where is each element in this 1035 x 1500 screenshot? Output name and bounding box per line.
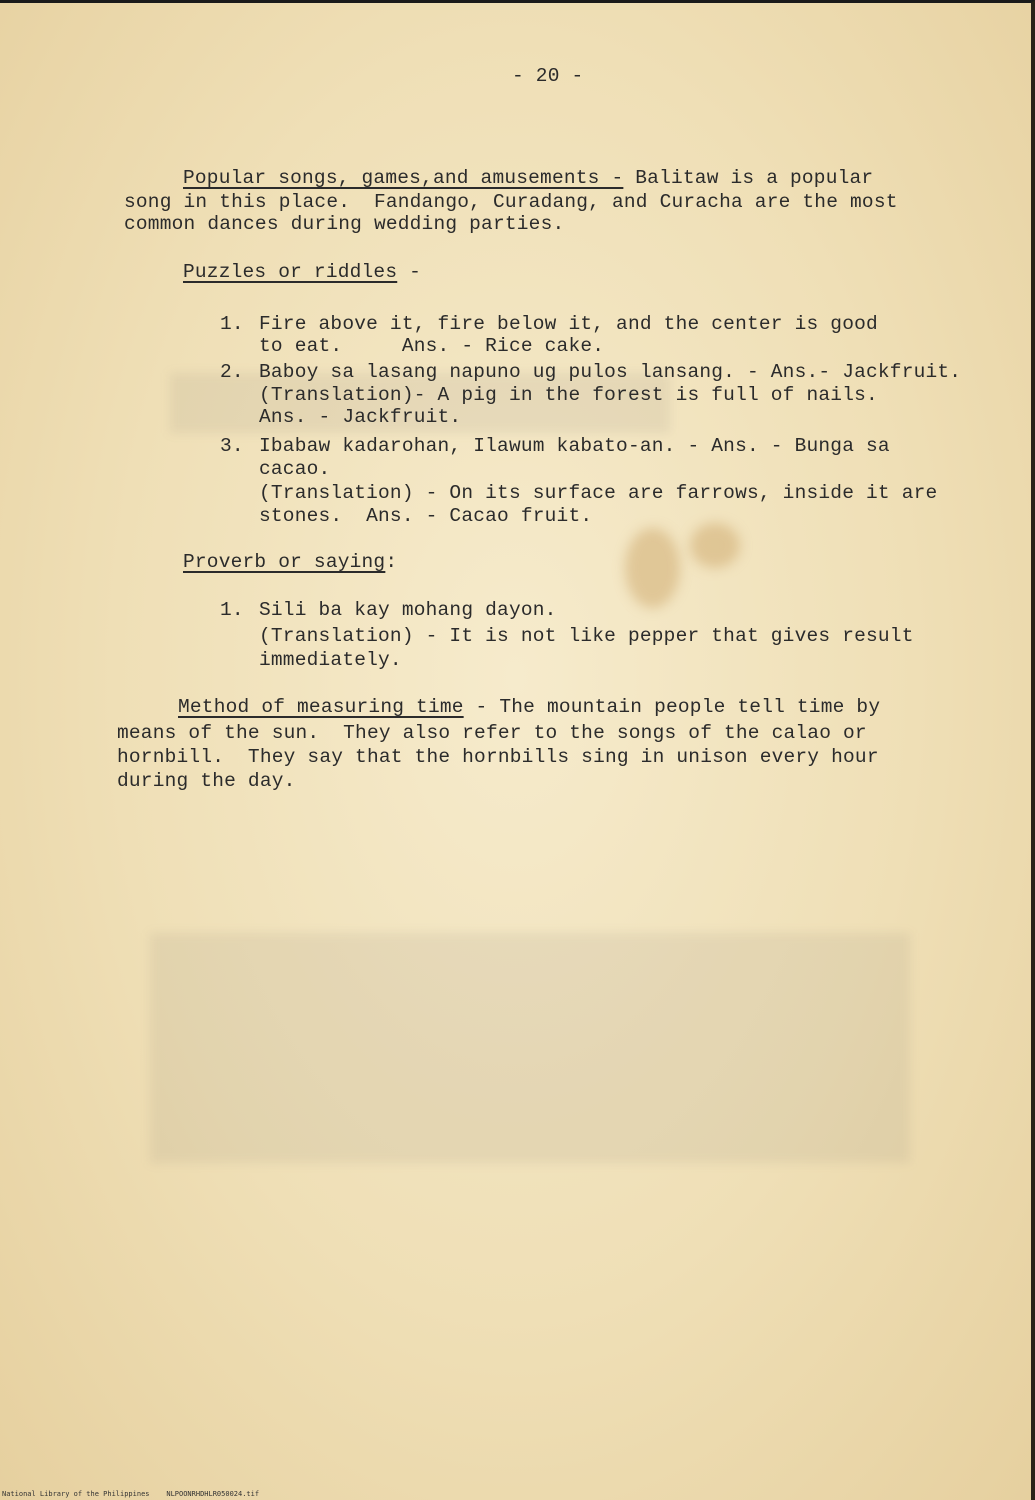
riddles-heading: Puzzles or riddles xyxy=(183,261,398,283)
time-paragraph-line-2: means of the sun. They also refer to the songs of the calao or xyxy=(117,722,867,744)
riddle-line: Ans. - Jackfruit. xyxy=(259,406,462,428)
songs-paragraph-line-2: song in this place. Fandango, Curadang, and Curacha are the most xyxy=(124,191,898,213)
water-stain xyxy=(690,523,740,568)
riddle-number: 1. xyxy=(220,313,244,335)
riddle-number: 2. xyxy=(220,361,244,383)
time-paragraph-line-1 xyxy=(178,696,880,718)
riddle-line: (Translation)- A pig in the forest is full of nails. xyxy=(259,384,878,406)
page-number: - 20 - xyxy=(512,65,584,87)
proverb-heading-line xyxy=(183,551,397,573)
riddle-line: Baboy sa lasang napuno ug pulos lansang. - Ans.- Jackfruit. xyxy=(259,361,962,383)
songs-paragraph-line-3: common dances during wedding parties. xyxy=(124,213,565,235)
scan-footer: National Library of the Philippines NLPOONRHDHLR050024.tif xyxy=(2,1490,260,1498)
riddle-line: stones. Ans. - Cacao fruit. xyxy=(259,505,593,527)
proverb-line: Sili ba kay mohang dayon. xyxy=(259,599,557,621)
time-paragraph-line-4: during the day. xyxy=(117,770,296,792)
riddle-line: to eat. Ans. - Rice cake. xyxy=(259,335,605,357)
riddle-line: cacao. xyxy=(259,458,331,480)
riddles-heading-suffix: - xyxy=(397,261,422,283)
riddle-number: 3. xyxy=(220,435,244,457)
bleed-through-text xyxy=(150,933,910,1163)
proverb-line: (Translation) - It is not like pepper that gives result xyxy=(259,625,914,647)
proverb-line: immediately. xyxy=(259,649,402,671)
proverb-number: 1. xyxy=(220,599,244,621)
time-heading: Method of measuring time xyxy=(178,696,464,718)
riddle-line: (Translation) - On its surface are farrows, inside it are xyxy=(259,482,938,504)
riddles-heading-line xyxy=(183,261,421,283)
time-paragraph-line-3: hornbill. They say that the hornbills sing in unison every hour xyxy=(117,746,879,768)
time-text: - The mountain people tell time by xyxy=(463,696,881,718)
songs-heading: Popular songs, games,and amusements - xyxy=(183,167,624,189)
riddle-line: Fire above it, fire below it, and the center is good xyxy=(259,313,878,335)
songs-paragraph-line-1 xyxy=(183,167,873,189)
water-stain xyxy=(625,528,680,608)
proverb-heading: Proverb or saying xyxy=(183,551,386,573)
proverb-heading-suffix: : xyxy=(385,551,398,573)
riddle-line: Ibabaw kadarohan, Ilawum kabato-an. - Ans. - Bunga sa xyxy=(259,435,890,457)
songs-text: Balitaw is a popular xyxy=(623,167,874,189)
